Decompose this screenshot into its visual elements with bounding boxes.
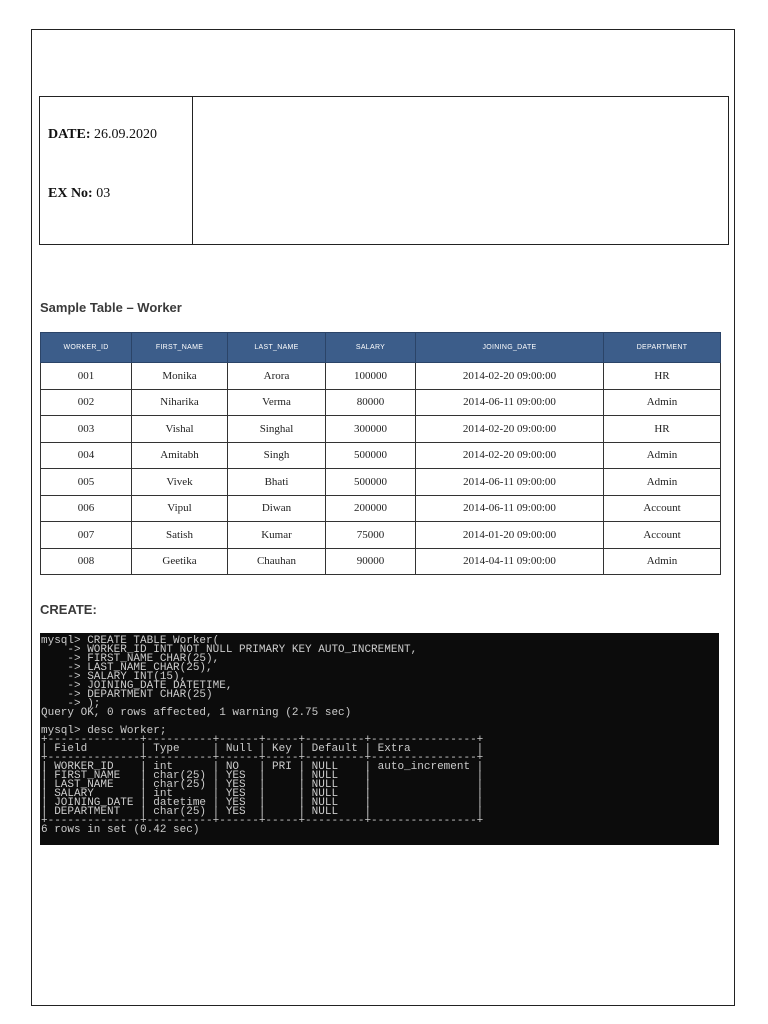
table-cell: 2014-02-20 09:00:00 <box>416 416 604 443</box>
table-cell: 004 <box>41 442 132 469</box>
table-cell: Amitabh <box>132 442 228 469</box>
table-cell: 001 <box>41 363 132 390</box>
column-header: WORKER_ID <box>41 333 132 363</box>
table-cell: Satish <box>132 522 228 549</box>
table-cell: Account <box>604 522 721 549</box>
create-section-title: CREATE: <box>40 602 97 617</box>
exercise-number-line <box>48 186 110 202</box>
table-header-row <box>41 333 721 363</box>
table-cell: 500000 <box>326 469 416 496</box>
table-cell: Vishal <box>132 416 228 443</box>
table-cell: HR <box>604 416 721 443</box>
table-cell: 002 <box>41 389 132 416</box>
table-cell: Chauhan <box>228 548 326 575</box>
table-cell: 008 <box>41 548 132 575</box>
worker-table <box>40 332 721 575</box>
table-row <box>41 416 721 443</box>
table-cell: Admin <box>604 469 721 496</box>
sample-table-title: Sample Table – Worker <box>40 300 182 315</box>
table-cell: Admin <box>604 389 721 416</box>
column-header: JOINING_DATE <box>416 333 604 363</box>
table-cell: Vivek <box>132 469 228 496</box>
header-info-cell <box>40 97 193 244</box>
exercise-number-value: 03 <box>96 186 111 201</box>
exercise-number-label: EX No: <box>48 186 93 201</box>
table-cell: Niharika <box>132 389 228 416</box>
date-line <box>48 127 157 143</box>
table-cell: Admin <box>604 548 721 575</box>
table-cell: 2014-01-20 09:00:00 <box>416 522 604 549</box>
table-cell: 2014-06-11 09:00:00 <box>416 469 604 496</box>
table-cell: 200000 <box>326 495 416 522</box>
table-row <box>41 442 721 469</box>
table-cell: 80000 <box>326 389 416 416</box>
table-cell: 90000 <box>326 548 416 575</box>
table-cell: Singhal <box>228 416 326 443</box>
table-cell: Admin <box>604 442 721 469</box>
table-cell: Monika <box>132 363 228 390</box>
table-row <box>41 363 721 390</box>
table-cell: 2014-04-11 09:00:00 <box>416 548 604 575</box>
table-row <box>41 469 721 496</box>
table-cell: 2014-02-20 09:00:00 <box>416 442 604 469</box>
table-row <box>41 389 721 416</box>
table-cell: 006 <box>41 495 132 522</box>
table-cell: Bhati <box>228 469 326 496</box>
table-cell: 100000 <box>326 363 416 390</box>
terminal-output: mysql> CREATE TABLE Worker( -> WORKER_ID INT NOT NULL PRIMARY KEY AUTO_INCREMENT, -> FIRST_NAME CHAR(25), -> LAST_NAME CHAR(25), -> SALARY INT(15), -> JOINING_DATE DATETIME, -> DEPARTMENT CHAR(25) -> ); Query OK, 0 rows affected, 1 warning (2.75 sec) mysql> desc Worker; +--------------+----------+------+-----+---------+----------------+ | Field | Type | Null | Key | Default | Extra | +--------------+----------+------+-----+---------+----------------+ | WORKER_ID | int | NO | PRI | NULL | auto_increment | | FIRST_NAME | char(25) | YES | | NULL | | | LAST_NAME | char(25) | YES | | NULL | | | SALARY | int | YES | | NULL | | | JOINING_DATE | datetime | YES | | NULL | | | DEPARTMENT | char(25) | YES | | NULL | | +--------------+----------+------+-----+---------+----------------+ 6 rows in set (0.42 sec) <box>41 635 484 836</box>
header-box <box>39 96 729 245</box>
mysql-terminal-screenshot <box>40 633 719 845</box>
column-header: FIRST_NAME <box>132 333 228 363</box>
table-cell: 005 <box>41 469 132 496</box>
table-cell: HR <box>604 363 721 390</box>
table-cell: 300000 <box>326 416 416 443</box>
table-row <box>41 522 721 549</box>
table-row <box>41 495 721 522</box>
table-cell: 500000 <box>326 442 416 469</box>
table-cell: 2014-06-11 09:00:00 <box>416 495 604 522</box>
table-cell: 75000 <box>326 522 416 549</box>
table-cell: Diwan <box>228 495 326 522</box>
table-cell: Vipul <box>132 495 228 522</box>
date-label: DATE: <box>48 127 91 142</box>
table-cell: 003 <box>41 416 132 443</box>
table-cell: Arora <box>228 363 326 390</box>
table-cell: 2014-02-20 09:00:00 <box>416 363 604 390</box>
table-cell: Geetika <box>132 548 228 575</box>
table-cell: 007 <box>41 522 132 549</box>
table-cell: Account <box>604 495 721 522</box>
table-cell: 2014-06-11 09:00:00 <box>416 389 604 416</box>
table-cell: Singh <box>228 442 326 469</box>
column-header: LAST_NAME <box>228 333 326 363</box>
table-row <box>41 548 721 575</box>
column-header: SALARY <box>326 333 416 363</box>
column-header: DEPARTMENT <box>604 333 721 363</box>
table-cell: Verma <box>228 389 326 416</box>
date-value: 26.09.2020 <box>94 127 158 142</box>
header-title-cell <box>193 97 728 244</box>
table-cell: Kumar <box>228 522 326 549</box>
